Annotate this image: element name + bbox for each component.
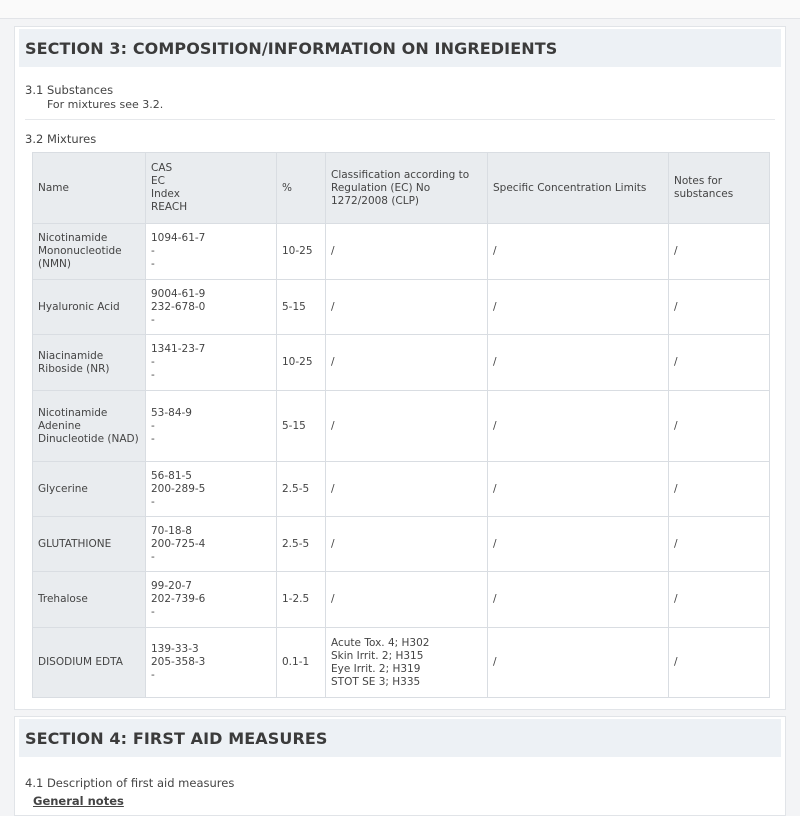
cell-cas: 139-33-3 (151, 643, 199, 655)
divider (25, 119, 775, 120)
cell-classification (326, 517, 488, 572)
cell-scl: / (488, 462, 669, 517)
cell-identifiers (146, 517, 277, 572)
cell-cas: 99-20-7 (151, 580, 192, 592)
cell-notes: / (669, 462, 770, 517)
table-row (33, 224, 770, 280)
classification-line: / (331, 537, 335, 550)
cell-identifiers (146, 224, 277, 280)
cell-percent: 5-15 (277, 280, 326, 335)
cell-index: - (151, 258, 155, 270)
cell-percent: 0.1-1 (277, 628, 326, 698)
mixtures-table (32, 152, 770, 698)
table-row (33, 462, 770, 517)
cell-identifiers (146, 572, 277, 628)
header-identifiers (146, 153, 277, 224)
cell-scl: / (488, 628, 669, 698)
cell-name: GLUTATHIONE (33, 517, 146, 572)
top-bar (0, 0, 800, 19)
cell-index: - (151, 669, 155, 681)
header-ec: EC (151, 175, 165, 187)
cell-name: Glycerine (33, 462, 146, 517)
substances-note: For mixtures see 3.2. (47, 98, 164, 111)
general-notes-label: General notes (33, 794, 124, 808)
classification-line: / (331, 419, 335, 432)
cell-identifiers (146, 280, 277, 335)
cell-percent: 5-15 (277, 391, 326, 462)
section-3-title: SECTION 3: COMPOSITION/INFORMATION ON INGREDIENTS (19, 29, 781, 67)
header-name: Name (33, 153, 146, 224)
header-scl: Specific Concentration Limits (488, 153, 669, 224)
table-row (33, 391, 770, 462)
cell-notes: / (669, 335, 770, 391)
cell-name: Nicotinamide Adenine Dinucleotide (NAD) (33, 391, 146, 462)
cell-ec: - (151, 356, 155, 368)
cell-percent: 10-25 (277, 224, 326, 280)
header-notes: Notes for substances (669, 153, 770, 224)
cell-notes: / (669, 391, 770, 462)
cell-percent: 2.5-5 (277, 462, 326, 517)
cell-index: - (151, 550, 155, 563)
cell-classification (326, 391, 488, 462)
cell-name: Niacinamide Riboside (NR) (33, 335, 146, 391)
cell-percent: 1-2.5 (277, 572, 326, 628)
cell-identifiers (146, 335, 277, 391)
classification-line: Skin Irrit. 2; H315 (331, 649, 424, 662)
cell-cas: 56-81-5 (151, 469, 192, 482)
table-row (33, 517, 770, 572)
table-row (33, 280, 770, 335)
cell-scl: / (488, 224, 669, 280)
cell-ec: 200-725-4 (151, 537, 206, 550)
classification-line: / (331, 593, 335, 605)
cell-cas: 70-18-8 (151, 524, 192, 537)
cell-name: Trehalose (33, 572, 146, 628)
cell-percent: 2.5-5 (277, 517, 326, 572)
cell-index: - (151, 606, 155, 618)
cell-notes: / (669, 224, 770, 280)
cell-scl: / (488, 391, 669, 462)
cell-name: DISODIUM EDTA (33, 628, 146, 698)
mixtures-table-body (33, 224, 770, 698)
cell-ec: - (151, 245, 155, 257)
cell-classification (326, 462, 488, 517)
first-aid-subtitle: 4.1 Description of first aid measures (25, 776, 235, 790)
cell-cas: 9004-61-9 (151, 287, 206, 300)
cell-ec: - (151, 419, 155, 432)
header-cas: CAS (151, 162, 173, 174)
cell-cas: 53-84-9 (151, 406, 192, 419)
classification-line: / (331, 356, 335, 368)
classification-line: Acute Tox. 4; H302 (331, 636, 430, 649)
header-percent: % (277, 153, 326, 224)
cell-notes: / (669, 517, 770, 572)
header-classification: Classification according to Regulation (EC) No 1272/2008 (CLP) (326, 153, 488, 224)
header-reach: REACH (151, 201, 188, 213)
cell-notes: / (669, 280, 770, 335)
classification-line: / (331, 245, 335, 257)
section-3-card (14, 26, 786, 710)
table-header-row (33, 153, 770, 224)
cell-classification (326, 628, 488, 698)
cell-cas: 1094-61-7 (151, 232, 206, 244)
cell-scl: / (488, 280, 669, 335)
classification-line: Eye Irrit. 2; H319 (331, 662, 421, 675)
cell-cas: 1341-23-7 (151, 343, 206, 355)
cell-classification (326, 280, 488, 335)
cell-notes: / (669, 572, 770, 628)
cell-ec: 202-739-6 (151, 593, 206, 605)
cell-scl: / (488, 517, 669, 572)
cell-percent: 10-25 (277, 335, 326, 391)
cell-identifiers (146, 462, 277, 517)
cell-index: - (151, 369, 155, 381)
classification-line: / (331, 482, 335, 495)
classification-line: STOT SE 3; H335 (331, 675, 421, 688)
cell-ec: 205-358-3 (151, 656, 206, 668)
cell-notes: / (669, 628, 770, 698)
table-row (33, 572, 770, 628)
cell-identifiers (146, 628, 277, 698)
cell-index: - (151, 495, 155, 508)
cell-classification (326, 572, 488, 628)
cell-identifiers (146, 391, 277, 462)
section-4-title: SECTION 4: FIRST AID MEASURES (19, 719, 781, 757)
mixtures-title: 3.2 Mixtures (25, 132, 97, 146)
cell-scl: / (488, 335, 669, 391)
cell-ec: 200-289-5 (151, 482, 206, 495)
section-4-card (14, 716, 786, 816)
table-row (33, 628, 770, 698)
cell-name: Nicotinamide Mononucleotide (NMN) (33, 224, 146, 280)
cell-scl: / (488, 572, 669, 628)
cell-classification (326, 224, 488, 280)
classification-line: / (331, 300, 335, 313)
header-index: Index (151, 188, 180, 200)
cell-index: - (151, 313, 155, 326)
cell-index: - (151, 432, 155, 445)
table-row (33, 335, 770, 391)
substances-title: 3.1 Substances (25, 83, 114, 97)
cell-classification (326, 335, 488, 391)
cell-name: Hyaluronic Acid (33, 280, 146, 335)
cell-ec: 232-678-0 (151, 300, 206, 313)
